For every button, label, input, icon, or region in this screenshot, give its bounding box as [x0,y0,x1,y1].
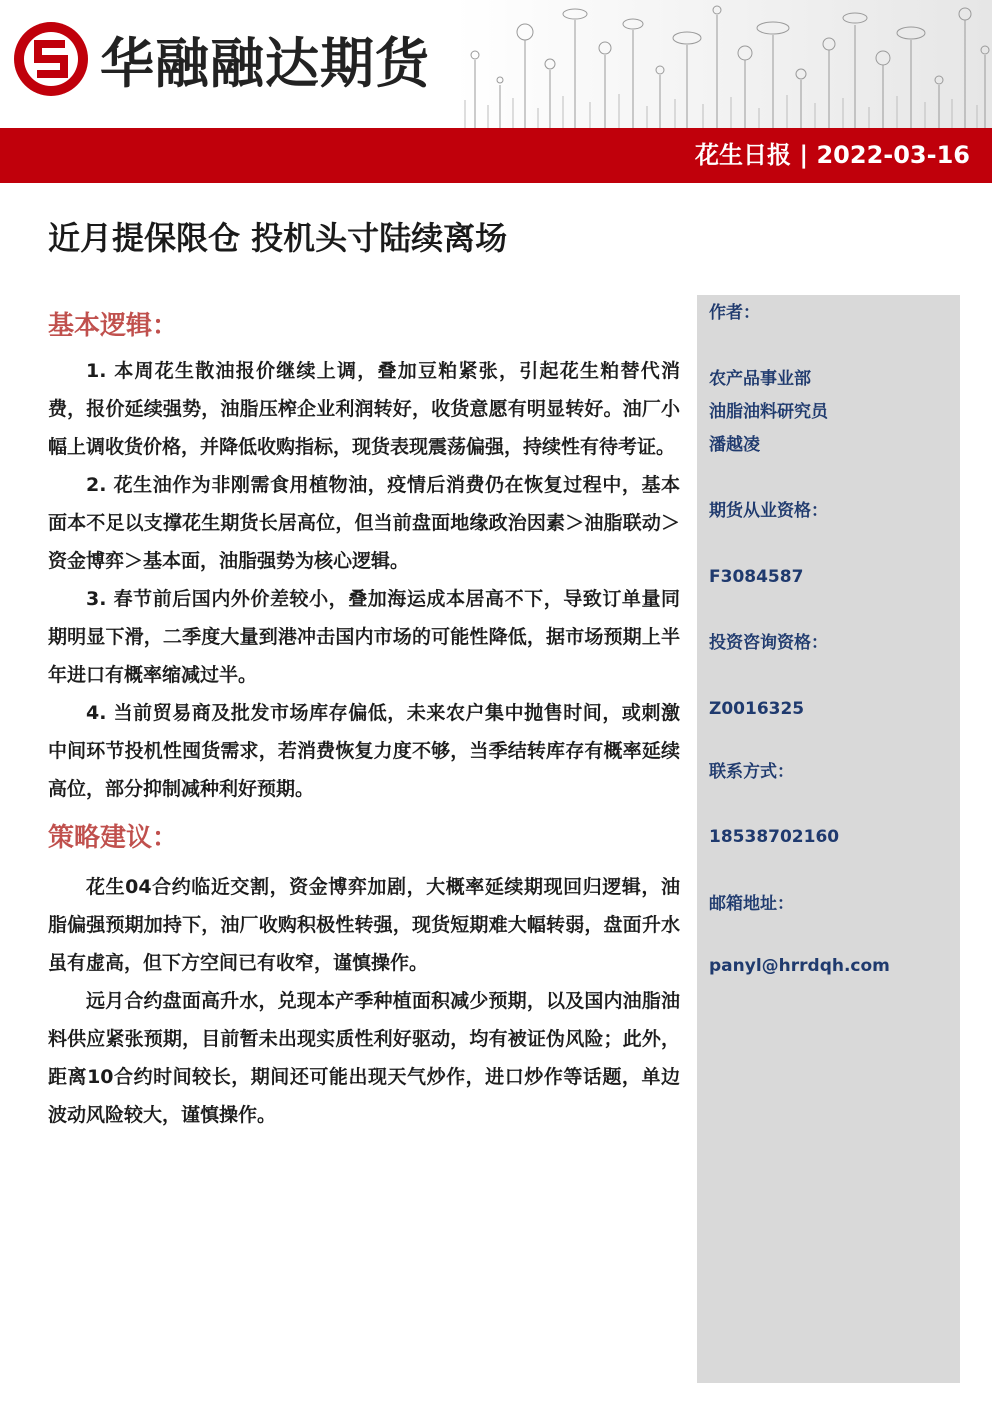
paragraph: 3. 春节前后国内外价差较小，叠加海运成本居高不下，导致订单量同期明显下滑，二季度大量到港冲击国内市场的可能性降低，据市场预期上半年进口有概率缩减过半。 [48,588,680,686]
email-label: 邮箱地址： [709,894,794,914]
red-banner [0,128,992,183]
paragraph: 花生04合约临近交割，资金博弈加剧，大概率延续期现回归逻辑，油脂偏强预期加持下，油厂收购积极性转强，现货短期难大幅转弱，盘面升水虽有虚高，但下方空间已有收窄，谨慎操作。 [48,876,680,974]
section-heading-basic-logic: 基本逻辑： [48,311,179,341]
brand-name: 华融融达期货 [100,31,430,95]
consult-qualification-value: Z0016325 [709,699,805,719]
main-content [48,300,680,1134]
email-link[interactable]: panyl@hrrdqh.com [709,956,890,976]
document-title: 近月提保限仓 投机头寸陆续离场 [48,219,508,257]
author-role: 油脂油料研究员 [709,402,828,422]
futures-qualification-value: F3084587 [709,567,804,587]
paragraph: 远月合约盘面高升水，兑现本产季种植面积减少预期，以及国内油脂油料供应紧张预期，目前暂未出现实质性利好驱动，均有被证伪风险；此外，距离10合约时间较长，期间还可能出现天气炒作，进口炒作等话题，单边波动风险较大，谨慎操作。 [48,990,680,1126]
section-heading-strategy: 策略建议： [48,823,179,853]
contact-label: 联系方式： [709,762,794,782]
paragraph: 1. 本周花生散油报价继续上调，叠加豆粕紧张，引起花生粕替代消费，报价延续强势，油脂压榨企业利润转好，收货意愿有明显转好。油厂小幅上调收货价格，并降低收购指标，现货表现震荡偏强，持续性有待考证。 [48,360,680,458]
page-header [0,0,992,128]
paragraph: 2. 花生油作为非刚需食用植物油，疫情后消费仍在恢复过程中，基本面本不足以支撑花生期货长居高位，但当前盘面地缘政治因素＞油脂联动＞资金博弈＞基本面，油脂强势为核心逻辑。 [48,474,680,572]
author-label: 作者： [709,303,760,323]
contact-value: 18538702160 [709,827,840,847]
decorative-pattern [455,0,992,128]
futures-qualification-label: 期货从业资格： [709,501,828,521]
author-sidebar [697,295,960,1383]
report-tag: 花生日报 | 2022-03-16 [695,141,970,169]
consult-qualification-label: 投资咨询资格： [709,633,828,653]
author-name: 潘越凌 [709,435,760,455]
paragraph: 4. 当前贸易商及批发市场库存偏低，未来农户集中抛售时间，或刺激中间环节投机性囤货需求，若消费恢复力度不够，当季结转库存有概率延续高位，部分抑制减种利好预期。 [48,702,680,800]
hrrd-logo-icon [12,20,90,98]
author-dept: 农产品事业部 [709,369,811,389]
